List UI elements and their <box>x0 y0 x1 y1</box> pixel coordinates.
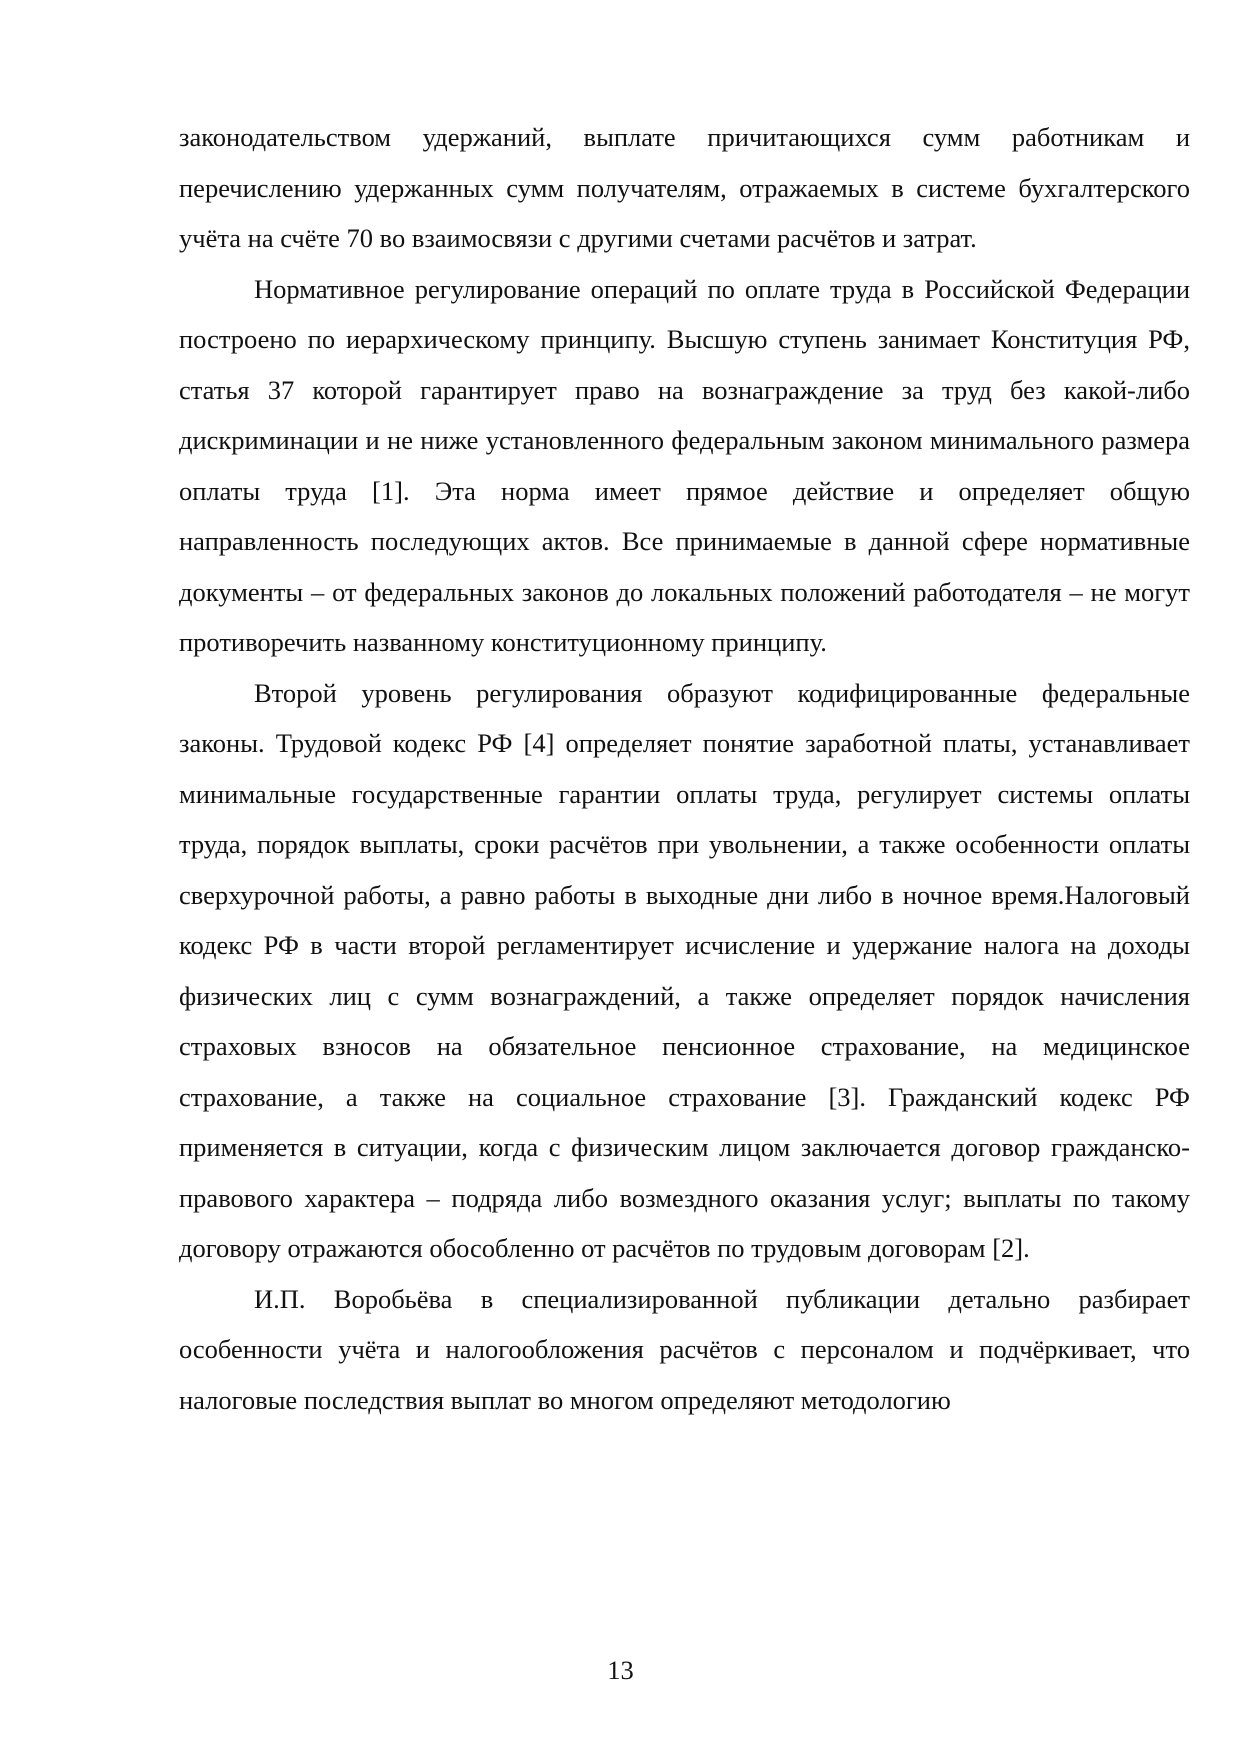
paragraph-regulation-hierarchy: Нормативное регулирование операций по оплате труда в Российской Федерации построено по иерархическому принципу. Высшую ступень занимает Конституция РФ, статья 37 которой гарантирует право на вознаграждение за труд без какой-либо дискриминации и не ниже установленного федеральным законом минимального размера оплаты труда [1]. Эта норма имеет прямое действие и определяет общую направленность последующих актов. Все принимаемые в данной сфере нормативные документы – от федеральных законов до локальных положений работодателя – не могут противоречить названному конституционному принципу. <box>179 273 1190 657</box>
body-text <box>179 112 1190 1425</box>
paragraph-continuation: законодательством удержаний, выплате причитающихся сумм работникам и перечислению удержанных сумм получателям, отражаемых в системе бухгалтерского учёта на счёте 70 во взаимосвязи с другими счетами расчётов и затрат. <box>179 122 1190 253</box>
paragraph-vorobyeva: И.П. Воробьёва в специализированной публикации детально разбирает особенности учёта и налогообложения расчётов с персоналом и подчёркивает, что налоговые последствия выплат во многом определяют методологию <box>179 1283 1190 1415</box>
paragraph-federal-laws: Второй уровень регулирования образуют кодифицированные федеральные законы. Трудовой кодекс РФ [4] определяет понятие заработной платы, устанавливает минимальные государственные гарантии оплаты труда, регулирует системы оплаты труда, порядок выплаты, сроки расчётов при увольнении, а также особенности оплаты сверхурочной работы, а равно работы в выходные дни либо в ночное время.Налоговый кодекс РФ в части второй регламентирует исчисление и удержание налога на доходы физических лиц с сумм вознаграждений, а также определяет порядок начисления страховых взносов на обязательное пенсионное страхование, на медицинское страхование, а также на социальное страхование [3]. Гражданский кодекс РФ применяется в ситуации, когда с физическим лицом заключается договор гражданско-правового характера – подряда либо возмездного оказания услуг; выплаты по такому договору отражаются обособленно от расчётов по трудовым договорам [2]. <box>179 677 1190 1263</box>
page-number: 13 <box>607 1655 634 1685</box>
